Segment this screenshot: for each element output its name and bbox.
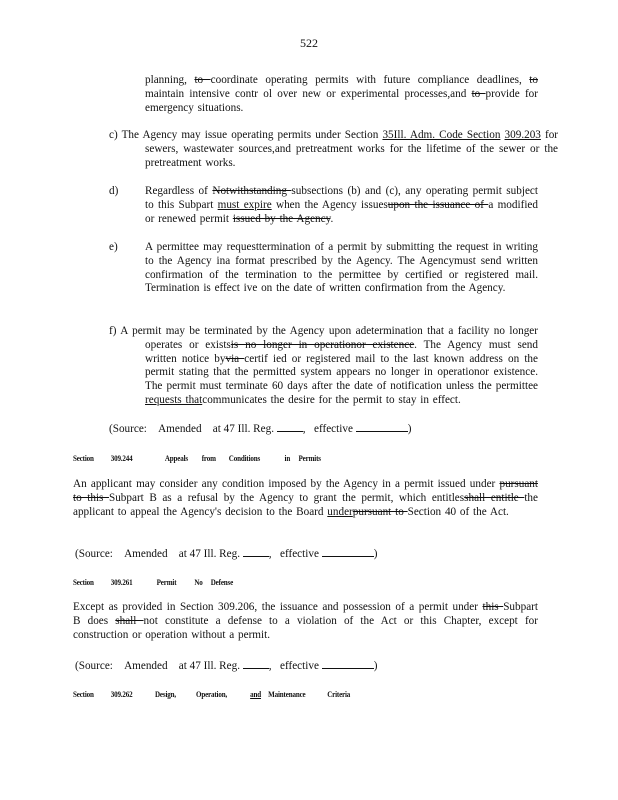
continuation-paragraph: planning, to coordinate operating permits with future compliance deadlines, to maintain intensive contr ol over new or experimental processes,and to provide for emergency situations. <box>145 74 539 114</box>
subsection-e-label: e) <box>109 241 118 253</box>
appeal-paragraph: An applicant may consider any condition imposed by the Agency in a permit issued under pursuant to this Subpart B as a refusal by the Agency to grant the permit, which entitlesshall entitle the applicant to appeal the Agency's decision to the Board underpursuant to Section 40 of the Act. <box>73 478 538 518</box>
subsection-e: A permittee may requesttermination of a permit by submitting the request in writing to the Agency ina format prescribed by the Agency. The Agencymust send written confirmation of the termination to the permittee by certified or registered mail. Termination is effect ive on the date of written confirmation from the Agency. <box>145 241 538 295</box>
section-heading-309-261: Section 309.261 Permit No Defense <box>73 577 234 587</box>
blank-register-number[interactable] <box>243 546 269 557</box>
section-heading-309-244: Section 309.244 Appeals from Conditions in Permits <box>73 453 321 463</box>
subsection-d: Regardless of Notwithstanding subsections (b) and (c), any operating permit subject to this Subpart must expire when the Agency issuesupon the issuance of a modified or renewed permit issued by the Agency. <box>145 185 538 225</box>
page-number: 522 <box>300 36 318 50</box>
subsection-c: c) The Agency may issue operating permits under Section 35Ill. Adm. Code Section 309.203 for sewers, wastewater sources,and pretreatment works for the lifetime of the sewer or the pretreatment works. <box>109 129 559 169</box>
blank-effective-date[interactable] <box>356 421 408 432</box>
source-note-2: (Source: Amended at 47 Ill. Reg. , effective ) <box>75 548 378 560</box>
source-note-3: (Source: Amended at 47 Ill. Reg. , effective ) <box>75 660 378 672</box>
blank-effective-date[interactable] <box>322 546 374 557</box>
blank-effective-date[interactable] <box>322 658 374 669</box>
subsection-d-label: d) <box>109 185 119 197</box>
defense-paragraph: Except as provided in Section 309.206, the issuance and possession of a permit under this Subpart B does shall not constitute a defense to a violation of the Act or this Chapter, except for construction or operation without a permit. <box>73 601 539 641</box>
blank-register-number[interactable] <box>243 658 269 669</box>
section-heading-309-262: Section 309.262 Design, Operation, and Maintenance Criteria <box>73 689 351 699</box>
subsection-f: f) A permit may be terminated by the Agency upon adetermination that a facility no longer operates or existsis no longer in operationor existence. The Agency must send written notice byvia certif ied or registered mail to the last known address on the permit stating that the permitted system appears no longer in operationor existence. The permit must terminate 60 days after the date of notification unless the permittee requests thatcommunicates the desire for the permit to stay in effect. <box>109 325 538 406</box>
blank-register-number[interactable] <box>277 421 303 432</box>
source-note-1: (Source: Amended at 47 Ill. Reg. , effective ) <box>109 423 412 435</box>
